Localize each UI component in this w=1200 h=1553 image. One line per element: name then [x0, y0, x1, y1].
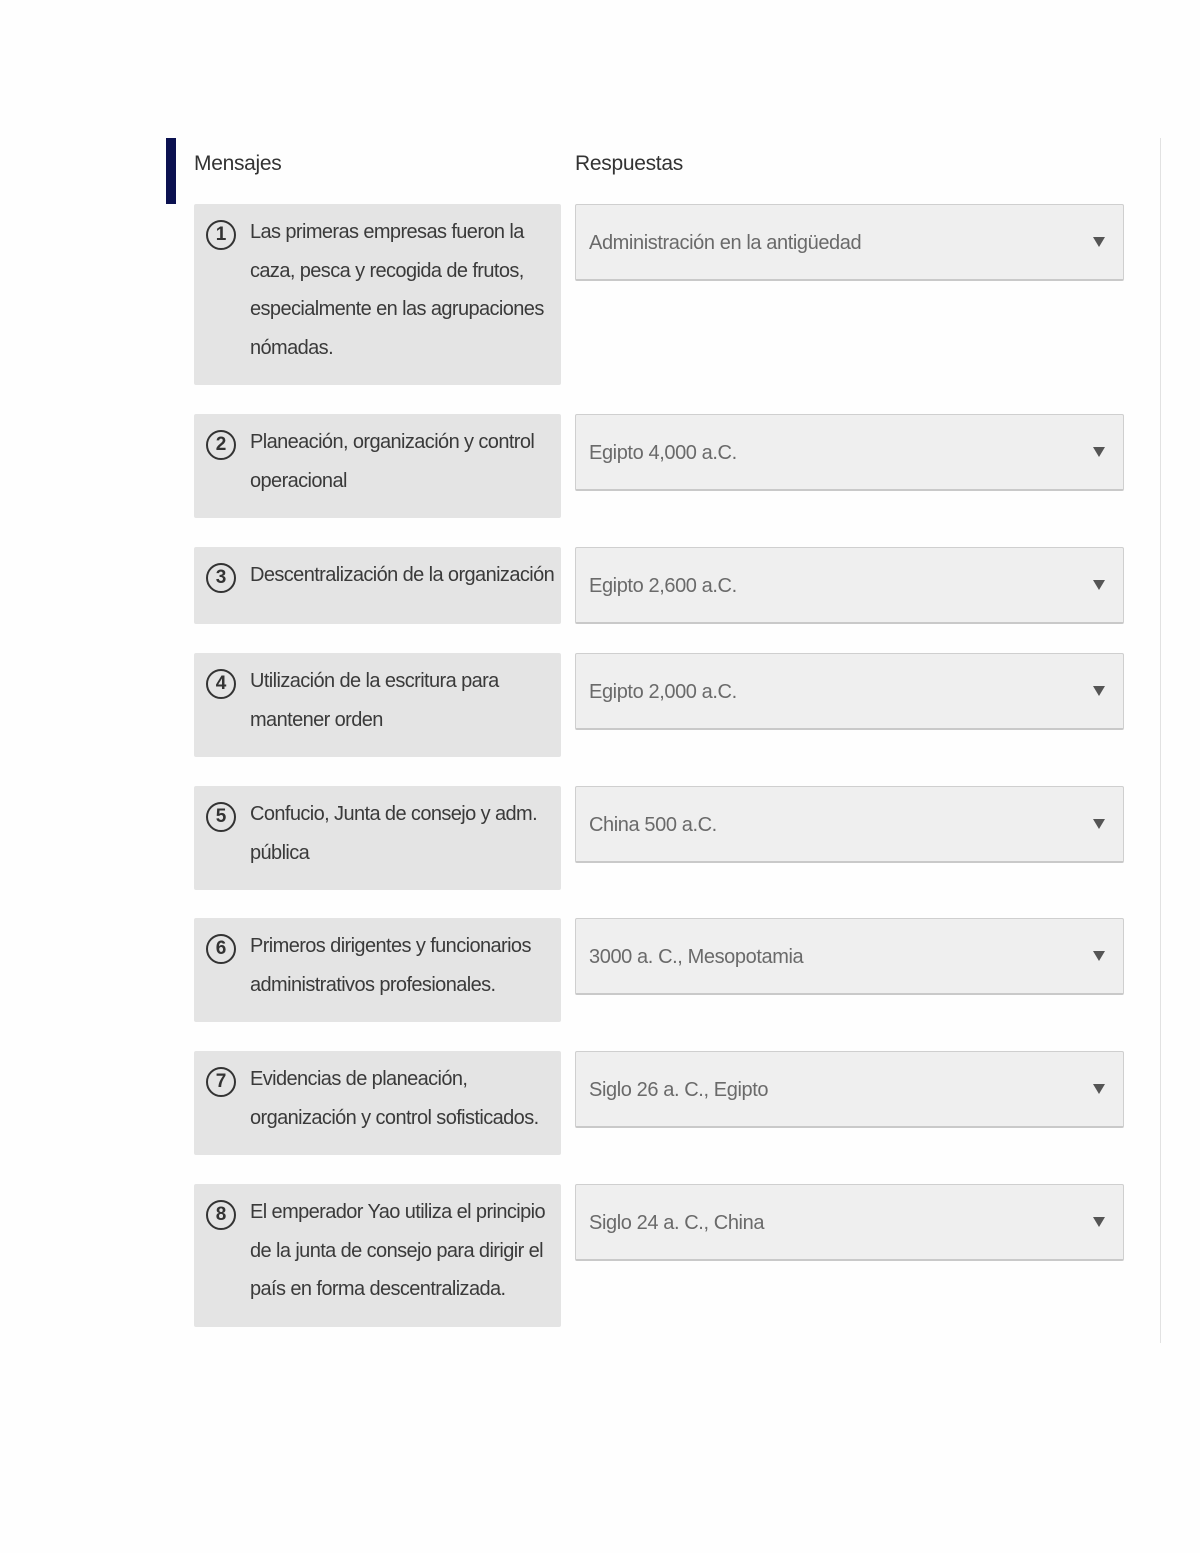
answer-dropdown[interactable] [575, 1051, 1124, 1128]
caret-down-icon [1093, 1217, 1105, 1227]
caret-down-icon [1093, 686, 1105, 696]
caret-down-icon [1093, 580, 1105, 590]
message-card [194, 414, 561, 518]
caret-down-icon [1093, 447, 1105, 457]
message-card [194, 1184, 561, 1327]
column-divider [1160, 138, 1161, 1343]
caret-down-icon [1093, 819, 1105, 829]
message-card [194, 653, 561, 757]
item-number-badge: 3 [206, 563, 236, 593]
message-text: Las primeras empresas fueron la caza, pesca y recogida de frutos, especialmente en las agrupaciones nómadas. [250, 221, 544, 359]
answer-dropdown[interactable] [575, 414, 1124, 491]
answer-dropdown[interactable] [575, 1184, 1124, 1261]
answer-selected-value: China 500 a.C. [589, 814, 717, 836]
answer-selected-value: Siglo 26 a. C., Egipto [589, 1079, 769, 1101]
message-text: Descentralización de la organización [250, 564, 555, 586]
message-text: Utilización de la escritura para mantener orden [250, 670, 499, 731]
message-text: Planeación, organización y control operacional [250, 431, 535, 492]
answer-dropdown[interactable] [575, 918, 1124, 995]
item-number-badge: 5 [206, 802, 236, 832]
item-number-badge: 2 [206, 430, 236, 460]
item-number-badge: 6 [206, 934, 236, 964]
item-number-badge: 4 [206, 669, 236, 699]
answers-header: Respuestas [575, 152, 683, 175]
message-card [194, 786, 561, 890]
message-card [194, 918, 561, 1022]
message-text: Confucio, Junta de consejo y adm. pública [250, 803, 538, 864]
answer-dropdown[interactable] [575, 786, 1124, 863]
message-card [194, 1051, 561, 1155]
message-card [194, 547, 561, 624]
answer-selected-value: Egipto 4,000 a.C. [589, 442, 737, 464]
answer-dropdown[interactable] [575, 204, 1124, 281]
message-card [194, 204, 561, 385]
answer-dropdown[interactable] [575, 653, 1124, 730]
item-number-badge: 1 [206, 220, 236, 250]
caret-down-icon [1093, 1084, 1105, 1094]
caret-down-icon [1093, 951, 1105, 961]
answer-dropdown[interactable] [575, 547, 1124, 624]
answer-selected-value: Administración en la antigüedad [589, 232, 862, 254]
message-text: El emperador Yao utiliza el principio de la junta de consejo para dirigir el país en forma descentralizada. [250, 1201, 546, 1300]
answer-selected-value: Egipto 2,600 a.C. [589, 575, 737, 597]
question-accent-bar [166, 138, 176, 204]
message-text: Primeros dirigentes y funcionarios administrativos profesionales. [250, 935, 531, 996]
message-text: Evidencias de planeación, organización y control sofisticados. [250, 1068, 539, 1129]
answer-selected-value: Siglo 24 a. C., China [589, 1212, 765, 1234]
item-number-badge: 8 [206, 1200, 236, 1230]
answer-selected-value: 3000 a. C., Mesopotamia [589, 946, 804, 968]
item-number-badge: 7 [206, 1067, 236, 1097]
caret-down-icon [1093, 237, 1105, 247]
answer-selected-value: Egipto 2,000 a.C. [589, 681, 737, 703]
messages-header: Mensajes [194, 152, 282, 175]
